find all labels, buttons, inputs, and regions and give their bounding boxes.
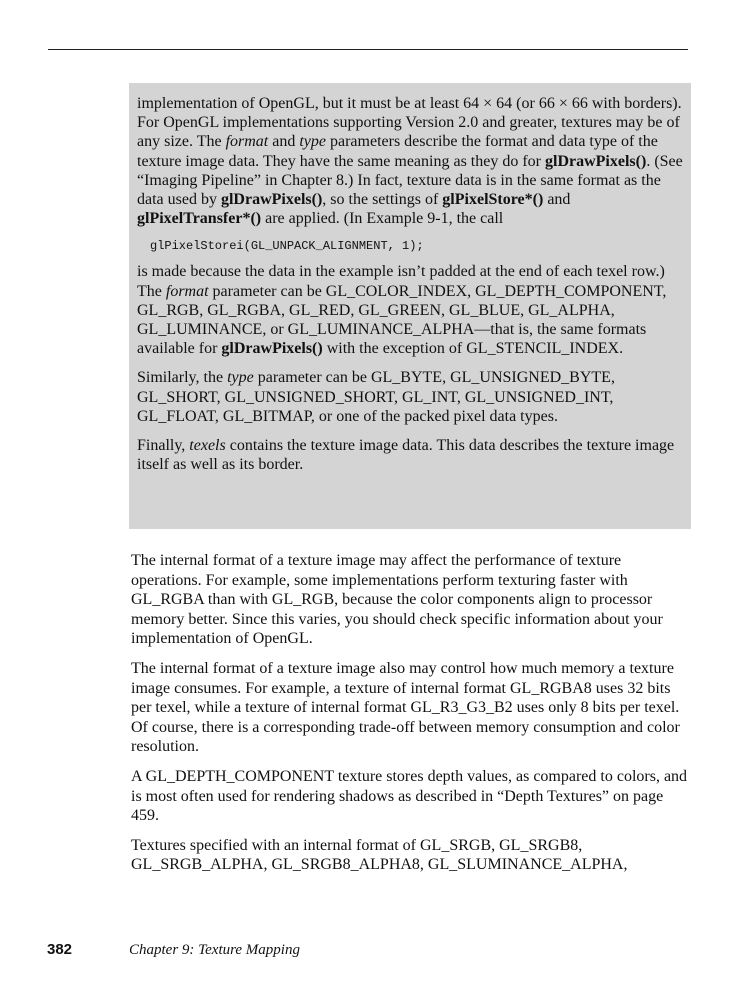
text-run: contains the texture image data. This data describes the texture image itself as well as its border. — [137, 437, 675, 474]
header-rule — [48, 49, 688, 50]
shaded-paragraph-3 — [137, 368, 683, 426]
param-type: type — [227, 369, 254, 387]
code-snippet: glPixelStorei(GL_UNPACK_ALIGNMENT, 1); — [150, 239, 424, 254]
shaded-paragraph-2 — [137, 262, 683, 358]
text-run: with the exception of GL_STENCIL_INDEX. — [322, 340, 624, 358]
page-number: 382 — [47, 941, 73, 958]
body-paragraph-2: The internal format of a texture image also may control how much memory a texture image consumes. For example, a texture of internal format GL_RGBA8 uses 32 bits per texel, while a texture of internal format GL_R3_G3_B2 uses only 8 bits per texel. Of course, there is a corresponding trade-off between memory consumption and color resolution. — [131, 659, 680, 756]
text-run: Similarly, the — [137, 369, 228, 387]
text-run: and — [543, 191, 571, 209]
function-name: glDrawPixels() — [220, 191, 323, 209]
running-head: Chapter 9: Texture Mapping — [129, 942, 300, 958]
function-name: glPixelTransfer*() — [137, 210, 262, 228]
body-paragraph-4: Textures specified with an internal format of GL_SRGB, GL_SRGB8, GL_SRGB_ALPHA, GL_SRGB8_ALPHA8, GL_SLUMINANCE_ALPHA, — [131, 836, 628, 874]
param-texels: texels — [189, 437, 226, 455]
text-run: Finally, — [137, 437, 190, 455]
param-format: format — [225, 133, 269, 151]
text-run: . (See “Imaging Pipeline” in Chapter 8.) In fact, texture data is in the same format as the data used by — [137, 152, 683, 209]
function-name: glPixelStore*() — [442, 191, 544, 209]
param-type: type — [299, 133, 326, 151]
body-text — [131, 551, 693, 885]
function-name: glDrawPixels() — [545, 152, 647, 170]
text-run: implementation of OpenGL, but it must be at least 64 × 64 (or 66 × 66 with borders). For OpenGL implementations supporting Version 2.0 and greater, textures may be of any size. The — [137, 95, 682, 151]
text-run: parameter can be GL_COLOR_INDEX, GL_DEPTH_COMPONENT, GL_RGB, GL_RGBA, GL_RED, GL_GREEN, GL_BLUE, GL_ALPHA, GL_LUMINANCE, or GL_LUMINANCE_ALPHA—that is, the same formats available for — [137, 282, 667, 358]
text-run: and — [268, 133, 300, 151]
shaded-paragraph-4 — [137, 436, 683, 474]
shaded-paragraph-1 — [137, 94, 683, 228]
function-name: glDrawPixels() — [221, 340, 323, 358]
body-paragraph-1: The internal format of a texture image may affect the performance of texture operations. For example, some implementations perform texturing faster with GL_RGBA than with GL_RGB, because the color components align to processor memory better. Since this varies, you should check specific information about your implementation of OpenGL. — [131, 552, 663, 648]
text-run: are applied. (In Example 9-1, the call — [261, 210, 504, 228]
text-run: parameters describe the format and data type of the texture image data. They have the same meaning as they do for — [137, 133, 658, 170]
text-run: is made because the data in the example isn’t padded at the end of each texel row.) The — [137, 263, 665, 300]
param-format: format — [165, 282, 209, 300]
body-paragraph-3: A GL_DEPTH_COMPONENT texture stores depth values, as compared to colors, and is most often used for rendering shadows as described in “Depth Textures” on page 459. — [131, 767, 688, 825]
page-footer — [0, 941, 734, 963]
text-run: parameter can be GL_BYTE, GL_UNSIGNED_BYTE, GL_SHORT, GL_UNSIGNED_SHORT, GL_INT, GL_UNSIGNED_INT, GL_FLOAT, GL_BITMAP, or one of the packed pixel data types. — [137, 369, 615, 425]
shaded-parameter-box — [129, 83, 691, 529]
text-run: , so the settings of — [322, 191, 443, 209]
